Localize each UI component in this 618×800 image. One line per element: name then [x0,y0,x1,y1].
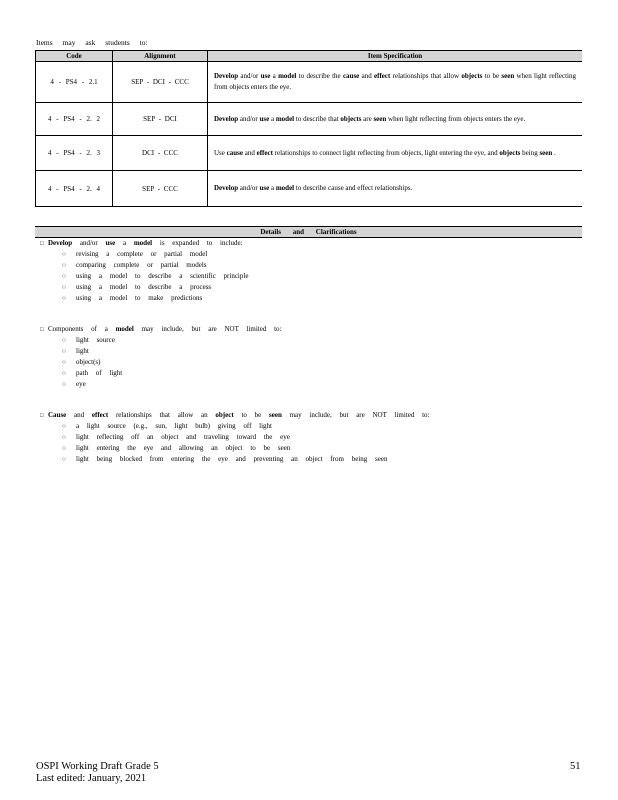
list-item [62,421,560,432]
circle-bullet-icon: ○ [62,284,66,291]
list-item-text: using a model to describe a process [76,283,212,291]
text-run: and [359,72,375,80]
row-specification [208,171,583,207]
row-alignment: SEP - CCC [113,171,208,207]
circle-bullet-icon: ○ [62,434,66,441]
text-run: use [259,184,270,192]
text-run: to be [233,411,269,419]
text-run: model [275,114,295,123]
item-specification-table [35,50,582,207]
text-run: are [361,114,374,123]
text-run: seen [269,411,282,419]
section-lead [40,324,560,335]
circle-bullet-icon: ○ [62,381,66,388]
text-run: use [260,72,271,80]
row-specification [208,136,583,171]
table-header-row [36,51,583,62]
text-run: and [242,148,257,157]
text-run: object [215,411,234,419]
text-run: may include, but are NOT limited to: [133,325,282,333]
circle-bullet-icon: ○ [62,251,66,258]
row-code: 4 - PS4 - 2. 2 [36,103,113,136]
text-run: Develop [214,184,239,192]
row-specification [208,103,583,136]
header-alignment: Alignment [113,51,208,62]
list-item-text: light reflecting off an object and traveling toward the eye [76,433,290,441]
list-item-text: light [76,347,89,355]
row-alignment: DCI - CCC [113,136,208,171]
header-item-specification: Item Specification [208,51,583,62]
text-run: effect [91,411,109,419]
circle-bullet-icon: ○ [62,456,66,463]
section-cause-effect [40,410,560,465]
text-run: use [105,239,116,247]
row-code: 4 - PS4 - 2. 3 [36,136,113,171]
text-run: effect [374,72,391,80]
text-run: seen [373,114,387,123]
text-run: objects [499,148,521,157]
header-code: Code [36,51,113,62]
circle-bullet-icon: ○ [62,337,66,344]
table-row [36,103,583,136]
list-item [62,432,560,443]
square-bullet-icon: □ [40,241,44,247]
details-clarifications-header: Details and Clarifications [35,226,582,238]
text-run: objects [461,72,483,80]
text-run: model [133,239,153,247]
text-run: Develop [214,72,239,80]
section-lead-text [48,411,429,419]
text-run: cause [342,72,360,80]
text-run: to describe that [294,114,341,123]
section-lead-text [48,325,282,333]
text-run: objects [340,114,362,123]
list-item [62,335,560,346]
list-item-text: light entering the eye and allowing an object to be seen [76,444,291,452]
list-item-text: using a model to describe a scientific principle [76,272,249,280]
text-run: and/or [238,114,260,123]
text-run: being [520,148,540,157]
text-run: effect [256,148,273,157]
section-lead-text [48,239,243,247]
text-run: a [269,184,276,192]
text-run: Use [214,148,227,157]
text-run: seen [539,148,553,157]
list-item [62,260,560,271]
row-alignment: SEP - DCI - CCC [113,62,208,103]
square-bullet-icon: □ [40,413,44,419]
circle-bullet-icon: ○ [62,370,66,377]
text-run: a [270,72,279,80]
text-run: relationships that allow an [108,411,216,419]
row-alignment: SEP - DCI [113,103,208,136]
table-row [36,62,583,103]
text-run: and/or [72,239,106,247]
list-item-text: eye [76,380,86,388]
circle-bullet-icon: ○ [62,262,66,269]
list-item [62,379,560,390]
circle-bullet-icon: ○ [62,359,66,366]
text-run: cause [226,148,243,157]
text-run: when light reflecting from objects enters the eye. [214,72,576,91]
text-run: a [115,239,134,247]
list-item [62,249,560,260]
table-row [36,171,583,207]
text-run: to describe cause and effect relationships. [294,184,413,192]
list-item-text: object(s) [76,358,101,366]
intro-text: Items may ask students to: [36,38,148,47]
bullet-list [40,421,560,465]
text-run: and [66,411,92,419]
text-run: when light reflecting from objects enters the eye. [386,114,526,123]
section-lead [40,410,560,421]
circle-bullet-icon: ○ [62,348,66,355]
section-model-components [40,324,560,390]
text-run: relationships that allow [390,72,462,80]
text-run: model [278,72,297,80]
page-number: 51 [570,761,581,772]
text-run: . [552,148,556,157]
list-item-text: light being blocked from entering the eye and preventing an object from being seen [76,455,388,463]
text-run: Develop [214,114,239,123]
list-item-text: a light source (e.g., sun, light bulb) giving off light [76,422,272,430]
text-run: use [259,114,270,123]
text-run: model [275,184,295,192]
bullet-list [40,335,560,390]
list-item-text: using a model to make predictions [76,294,203,302]
text-run: model [115,325,134,333]
page-footer [36,761,159,785]
text-run: seen [501,72,515,80]
text-run: may include, but are NOT limited to: [281,411,430,419]
list-item-text: revising a complete or partial model [76,250,208,258]
square-bullet-icon: □ [40,327,44,333]
list-item [62,443,560,454]
list-item-text: path of light [76,369,123,377]
row-specification [208,62,583,103]
text-run: Cause [48,411,67,419]
bullet-list [40,249,560,304]
text-run: Components of a [48,325,116,333]
row-code: 4 - PS4 - 2.1 [36,62,113,103]
list-item [62,454,560,465]
list-item [62,357,560,368]
list-item-text: comparing complete or partial models [76,261,207,269]
text-run: and/or [238,184,260,192]
text-run: relationships to connect light reflecting from objects, light entering the eye, and [272,148,500,157]
circle-bullet-icon: ○ [62,445,66,452]
text-run: and/or [238,72,261,80]
table-row [36,136,583,171]
list-item [62,368,560,379]
circle-bullet-icon: ○ [62,273,66,280]
list-item [62,271,560,282]
text-run: is expanded to include: [152,239,243,247]
list-item [62,346,560,357]
text-run: to describe the [296,72,343,80]
list-item [62,293,560,304]
circle-bullet-icon: ○ [62,295,66,302]
footer-draft-label: OSPI Working Draft Grade 5 [36,761,159,772]
text-run: Develop [48,239,73,247]
section-lead [40,238,560,249]
list-item-text: light source [76,336,115,344]
circle-bullet-icon: ○ [62,423,66,430]
text-run: to be [482,72,502,80]
footer-last-edited: Last edited: January, 2021 [36,773,147,784]
list-item [62,282,560,293]
section-develop-model [40,238,560,304]
text-run: a [269,114,276,123]
row-code: 4 - PS4 - 2. 4 [36,171,113,207]
